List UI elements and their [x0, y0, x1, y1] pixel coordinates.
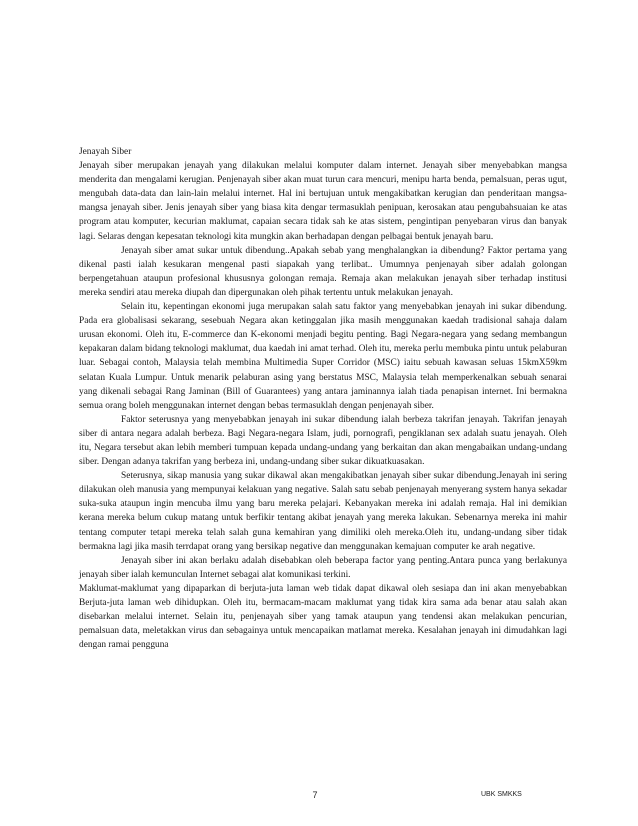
paragraph-causes: Jenayah siber ini akan berlaku adalah disebabkan oleh beberapa factor yang penting.Antara punca yang berlakunya jenayah siber ialah kemunculan Internet sebagai alat komunikasi terkini.: [79, 555, 567, 580]
paragraph-factor-identification: Jenayah siber amat sukar untuk dibendung..Apakah sebab yang menghalangkan ia dibendung? Faktor pertama yang dikenal pasti ialah kesukaran mengenal pasti siapakah yang terlibat.. Umumnya penjenayah siber adalah golongan berpengetahuan ataupun profesional khususnya golongan remaja. Remaja akan melakukan jenayah siber terhadap institusi mereka sendiri atau mereka diupah dan dipergunakan oleh pihak tertentu untuk melakukan jenayah.: [79, 245, 567, 298]
section-heading: Jenayah Siber: [79, 147, 132, 157]
document-body: [79, 145, 567, 652]
page-number: 7: [312, 790, 318, 800]
paragraph-factor-definition: Faktor seterusnya yang menyebabkan jenayah ini sukar dibendung ialah berbeza takrifan jenayah. Takrifan jenayah siber di antara negara adalah berbeza. Bagi Negara-negara Islam, judi, pornografi, pengiklanan sex adalah suatu jenayah. Oleh itu, Negara tersebut akan lebih memberi tumpuan kepada undang-undang yang berkaitan dan akan mengabaikan undang-undang siber. Dengan adanya takrifan yang berbeza ini, undang-undang siber sukar dikuatkuasakan.: [79, 414, 567, 468]
paragraph-intro: Jenayah siber merupakan jenayah yang dilakukan melalui komputer dalam internet. Jenayah siber menyebabkan mangsa menderita dan mengalami kerugian. Penjenayah siber akan muat turun cara mencuri, menipu harta benda, pemalsuan, peras ugut, mengubah data-data dan lain-lain melalui internet. Hal ini bertujuan untuk mengakibatkan kerugian dan penderitaan mangsa-mangsa jenayah siber. Jenis jenayah siber yang biasa kita dengar termasuklah penipuan, kerosakan atau pengubahsuaian ke atas program atau komputer, kecurian maklumat, capaian secara tidak sah ke atas sistem, pengintipan penyebaran virus dan banyak lagi. Selaras dengan kepesatan teknologi kita mungkin akan berhadapan dengan pelbagai bentuk jenayah baru.: [79, 161, 567, 242]
paragraph-information: Maklumat-maklumat yang dipaparkan di berjuta-juta laman web tidak dapat dikawal oleh sesiapa dan ini akan menyebabkan Berjuta-juta laman web dihidupkan. Oleh itu, bermacam-macam maklumat yang tidak kira sama ada benar atau salah akan disebarkan melalui internet. Selain itu, penjenayah siber yang tamak ataupun yang tendensi akan melakukan pencurian, pemalsuan data, meletakkan virus dan sebagainya untuk mencapaikan matlamat mereka. Kesalahan jenayah ini dimudahkan lagi dengan ramai pengguna: [79, 583, 567, 651]
paragraph-factor-economy: Selain itu, kepentingan ekonomi juga merupakan salah satu faktor yang menyebabkan jenayah ini sukar dibendung. Pada era globalisasi sekarang, sesebuah Negara akan ketinggalan jika masih menggunakan kaedah tradisional sahaja dalam urusan ekonomi. Oleh itu, E-commerce dan K-ekonomi menjadi begitu penting. Bagi Negara-negara yang sedang membangun kepakaran dalam bidang teknologi maklumat, dua kaedah ini amat terhad. Oleh itu, mereka perlu membuka pintu untuk pelaburan luar. Sebagai contoh, Malaysia telah membina Multimedia Super Corridor (MSC) iaitu sebuah kawasan seluas 15kmX59km selatan Kuala Lumpur. Untuk menarik pelaburan asing yang berstatus MSC, Malaysia telah memperkenalkan sebuah senarai yang dikenali sebagai Rang Jaminan (Bill of Guarantees) yang antara jaminannya ialah tiada penapisan internet. Ini bermakna semua orang boleh menggunakan internet dengan bebas termasuklah dengan penjenayah siber.: [79, 302, 567, 411]
footer-label: UBK SMKKS: [481, 791, 522, 798]
paragraph-factor-attitude: Seterusnya, sikap manusia yang sukar dikawal akan mengakibatkan jenayah siber sukar dibendung.Jenayah ini sering dilakukan oleh manusia yang mempunyai kelakuan yang negative. Salah satu sebab penjenayah menyerang system hanya sekadar suka-suka ataupun ingin mencuba ilmu yang baru mereka pelajari. Kebanyakan mereka ini adalah remaja. Hal ini demikian kerana mereka belum cukup matang untuk berfikir tentang akibat jenayah yang mereka lakukan. Sebenarnya mereka ini mahir tentang computer tetapi mereka telah salah guna kemahiran yang dimiliki oleh mereka.Oleh itu, undang-undang siber tidak bermakna lagi jika masih terrdapat orang yang bersikap negative dan menggunakan kemajuan computer ke arah negative.: [79, 471, 567, 552]
